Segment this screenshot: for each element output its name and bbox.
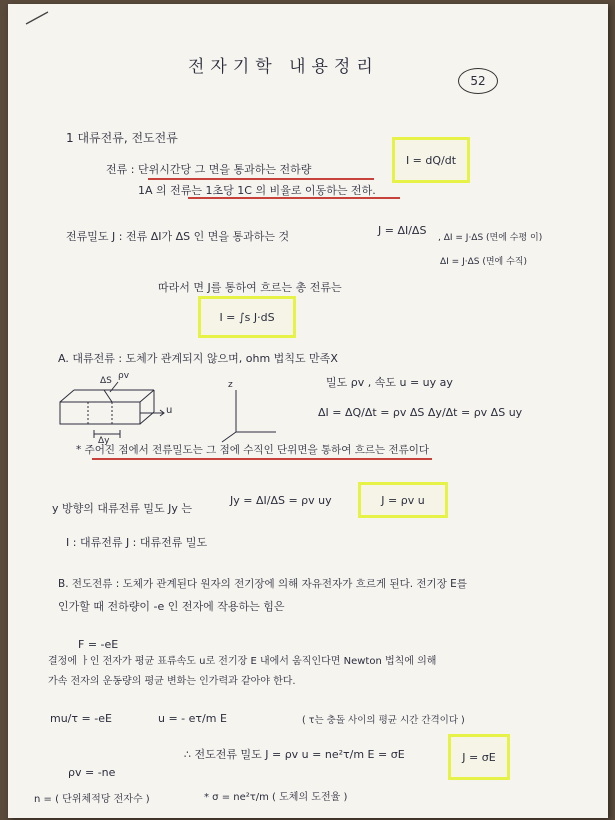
tau-note: ( τ는 충돌 사이의 평균 시간 간격이다 ) xyxy=(302,715,465,726)
ampere-definition: 1A 의 전류는 1초당 1C 의 비율로 이동하는 전하. xyxy=(138,184,376,197)
section-b-line2: 인가할 때 전하량이 -e 인 전자에 작용하는 힘은 xyxy=(58,600,285,613)
boxed-total-current: I = ∫s J·dS xyxy=(198,296,296,338)
section-1-heading: 1 대류전류, 전도전류 xyxy=(66,131,178,145)
current-def-underline xyxy=(148,178,374,180)
y-direction-text: y 방향의 대류전류 밀도 Jy 는 xyxy=(52,502,193,515)
boxed-current-equation: I = dQ/dt xyxy=(392,137,470,183)
pencil-mark xyxy=(26,12,48,24)
convection-box-diagram xyxy=(60,382,164,438)
current-density-note: * 주어진 점에서 전류밀도는 그 점에 수직인 단위면을 통하여 흐르는 전류이다 xyxy=(76,444,430,456)
ampere-def-underline xyxy=(188,197,400,199)
conduction-density-equation: ∴ 전도전류 밀도 J = ρv u = ne²τ/m E = σE xyxy=(184,748,405,761)
momentum-equation: mu/τ = -eE xyxy=(50,712,112,725)
conductivity-equation: * σ = ne²τ/m ( 도체의 도전율 ) xyxy=(204,792,348,803)
note-underline xyxy=(92,458,432,460)
axes-diagram xyxy=(222,390,276,442)
drift-velocity-equation: u = - eτ/m E xyxy=(158,712,227,725)
density-equation-3: ΔI = J·ΔS (면에 수직) xyxy=(440,257,527,267)
notebook-page xyxy=(8,4,608,818)
label-u: u xyxy=(166,405,173,416)
label-delta-s: ΔS xyxy=(100,376,112,386)
section-a-heading: A. 대류전류 : 도체가 관계되지 않으며, ohm 법칙도 만족X xyxy=(58,352,338,365)
section-b-line3: 결정에 ㅏ인 전자가 평균 표류속도 u로 전기장 E 내에서 움직인다면 Newton 법칙에 의해 xyxy=(48,656,437,667)
label-delta-y: Δy xyxy=(98,436,110,446)
electron-density-definition: n = ( 단위체적당 전자수 ) xyxy=(34,794,150,805)
page-number-badge: 52 xyxy=(458,68,498,94)
boxed-conduction-density: J = σE xyxy=(448,734,510,780)
density-equation-2: , ΔI = J·ΔS (면에 수평 이) xyxy=(438,233,543,243)
page-title: 전자기학 내용정리 xyxy=(188,57,379,77)
convection-definitions: I : 대류전류 J : 대류전류 밀도 xyxy=(66,536,208,549)
jy-equation: Jy = ΔI/ΔS = ρv uy xyxy=(230,494,332,507)
boxed-convection-density: J = ρv u xyxy=(358,482,448,518)
force-equation: F = -eE xyxy=(78,638,119,651)
section-b-heading: B. 전도전류 : 도체가 관계된다 원자의 전기장에 의해 자유전자가 흐르게 된다. 전기장 E를 xyxy=(58,578,467,590)
density-velocity-line: 밀도 ρv , 속도 u = uy ay xyxy=(326,376,453,389)
total-current-text: 따라서 면 J를 통하여 흐르는 총 전류는 xyxy=(158,281,342,294)
rho-equation: ρv = -ne xyxy=(68,766,116,779)
current-definition: 전류 : 단위시간당 그 면을 통과하는 전하량 xyxy=(106,163,312,176)
label-z-axis: z xyxy=(228,380,233,390)
current-density-definition: 전류밀도 J : 전류 ΔI가 ΔS 인 면을 통과하는 것 xyxy=(66,230,290,243)
label-rho-v: ρv xyxy=(118,371,130,381)
delta-i-equation: ΔI = ΔQ/Δt = ρv ΔS Δy/Δt = ρv ΔS uy xyxy=(318,406,523,419)
current-density-equation: J = ΔI/ΔS xyxy=(378,224,427,237)
section-b-line4: 가속 전자의 운동량의 평균 변화는 인가력과 같아야 한다. xyxy=(48,676,296,687)
